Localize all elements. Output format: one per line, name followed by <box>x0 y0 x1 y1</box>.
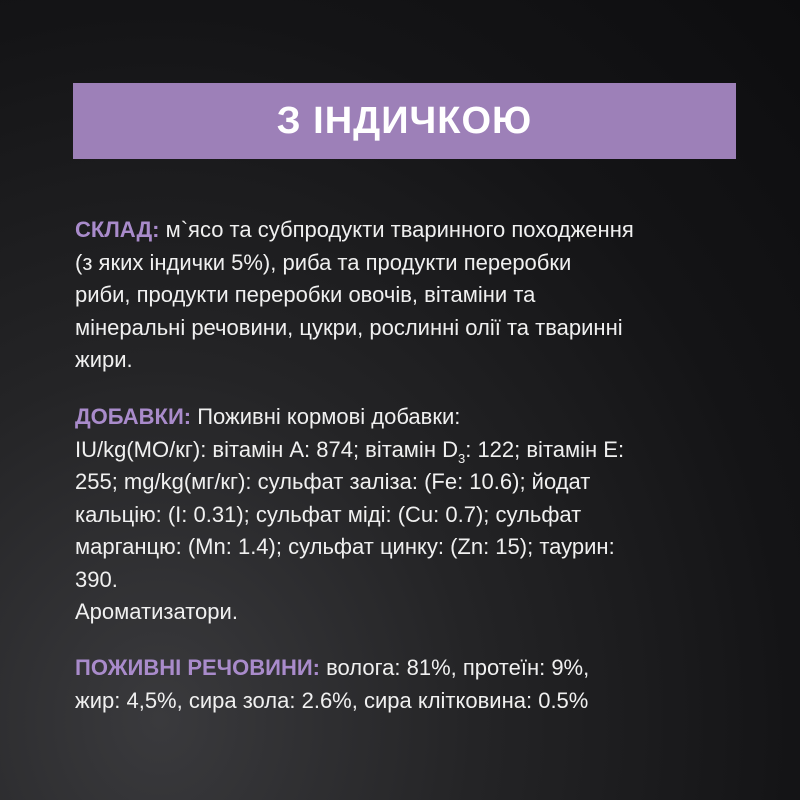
composition-label: СКЛАД: <box>75 217 160 242</box>
additives-text-3: 255; mg/kg(мг/кг): сульфат заліза: (Fe: 10.6); йодат <box>75 469 591 494</box>
nutrients-line-1 <box>75 652 755 685</box>
composition-text-3: риби, продукти переробки овочів, вітаміни та <box>75 282 536 307</box>
composition-line-1 <box>75 214 755 247</box>
title-banner <box>73 83 736 159</box>
vitamin-d-subscript: 3 <box>457 450 466 466</box>
composition-section <box>75 214 755 377</box>
additives-text-2b: : 122; вітамін Е: <box>465 436 625 462</box>
nutrients-label: ПОЖИВНІ РЕЧОВИНИ: <box>75 655 320 680</box>
composition-text-2: (з яких індички 5%), риба та продукти переробки <box>75 249 572 275</box>
additives-text-1: Поживні кормові добавки: <box>191 404 461 429</box>
additives-text-7: Ароматизатори. <box>75 599 238 624</box>
additives-text-2a: IU/kg(МО/кг): вітамін А: 874; вітамін D <box>75 436 458 462</box>
nutrients-text-1: волога: 81%, протеїн: 9%, <box>319 655 590 680</box>
composition-text-5: жири. <box>75 347 133 372</box>
additives-label: ДОБАВКИ: <box>75 404 192 429</box>
additives-text-4: кальцію: (I: 0.31); сульфат міді: (Cu: 0.7); сульфат <box>75 501 582 527</box>
additives-text-6: 390. <box>75 566 118 592</box>
banner-title: З ІНДИЧКОЮ <box>276 99 533 142</box>
nutrients-section <box>75 652 755 717</box>
additives-line-2 <box>75 434 755 467</box>
additives-line-1 <box>75 401 755 434</box>
additives-section <box>75 401 755 629</box>
composition-text-1: м`ясо та субпродукти тваринного походження <box>159 217 634 242</box>
nutrients-text-2: жир: 4,5%, сира зола: 2.6%, сира клітковина: 0.5% <box>75 687 589 713</box>
additives-text-5: марганцю: (Mn: 1.4); сульфат цинку: (Zn: 15); таурин: <box>75 534 615 559</box>
composition-text-4: мінеральні речовини, цукри, рослинні олії та тваринні <box>75 314 623 340</box>
